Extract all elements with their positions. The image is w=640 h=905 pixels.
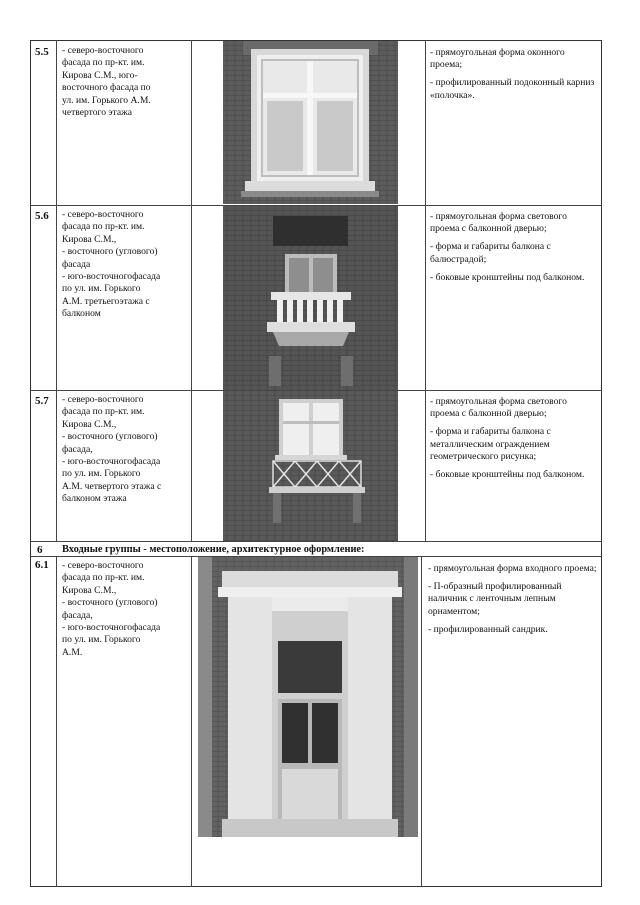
window-photo [223,41,398,204]
feature-item: - прямоугольная форма светового проема с балконной дверью; [430,211,567,235]
balcony-photo [223,206,398,390]
entrance-photo [198,557,418,837]
column-divider [191,556,192,887]
column-divider [421,556,422,887]
features-list [430,47,598,108]
feature-item: - боковые кронштейны под балконом. [430,469,585,481]
feature-item: - боковые кронштейны под балконом. [430,271,585,283]
section-number: 6 [37,544,43,556]
row-number: 5.6 [35,210,49,222]
row-number: 5.7 [35,395,49,407]
feature-item: - прямоугольная форма светового проема с балконной дверью; [430,396,567,420]
feature-item: - прямоугольная форма оконного проема; [430,47,565,71]
balcony-photo [223,391,398,541]
location-text: - северо-восточного фасада по пр-кт. им. Кирова С.М., юго- восточного фасада по ул. им. Горького А.М. четвертого этажа [62,45,151,119]
column-divider [425,40,426,541]
column-divider [191,40,192,541]
feature-item: - профилированный сандрик. [428,623,548,635]
row-divider [30,541,602,542]
location-text: - северо-восточного фасада по пр-кт. им. Кирова С.М., - восточного (углового) фасада, - юго-восточногофасада по ул. им. Горького А.М. четвертого этажа с балконом этажа [62,394,162,505]
feature-item: - прямоугольная форма входного проема; [428,563,597,574]
feature-item: - П-образный профилированный наличник с ленточным лепным орнаментом; [428,581,562,617]
location-text: - северо-восточного фасада по пр-кт. им. Кирова С.М., - восточного (углового) фасада - юго-восточногофасада по ул. им. Горького А.М. третьегоэтажа с балконом [62,209,161,320]
feature-item: - форма и габариты балкона с металлическим ограждением геометрического рисунка; [430,426,551,462]
features-list [428,563,598,642]
location-text: - северо-восточного фасада по пр-кт. им. Кирова С.М., - восточного (углового) фасада, - юго-восточногофасада по ул. им. Горького А.М. [62,560,161,658]
features-list [430,396,598,487]
row-number: 6.1 [35,559,49,571]
column-divider [56,556,57,887]
features-list [430,211,598,290]
feature-item: - форма и габариты балкона с балюстрадой; [430,241,551,265]
row-number: 5.5 [35,46,49,58]
feature-item: - профилированный подоконный карниз «полочка». [430,77,595,101]
section-title: Входные группы - местоположение, архитектурное оформление: [62,544,365,555]
column-divider [56,40,57,541]
